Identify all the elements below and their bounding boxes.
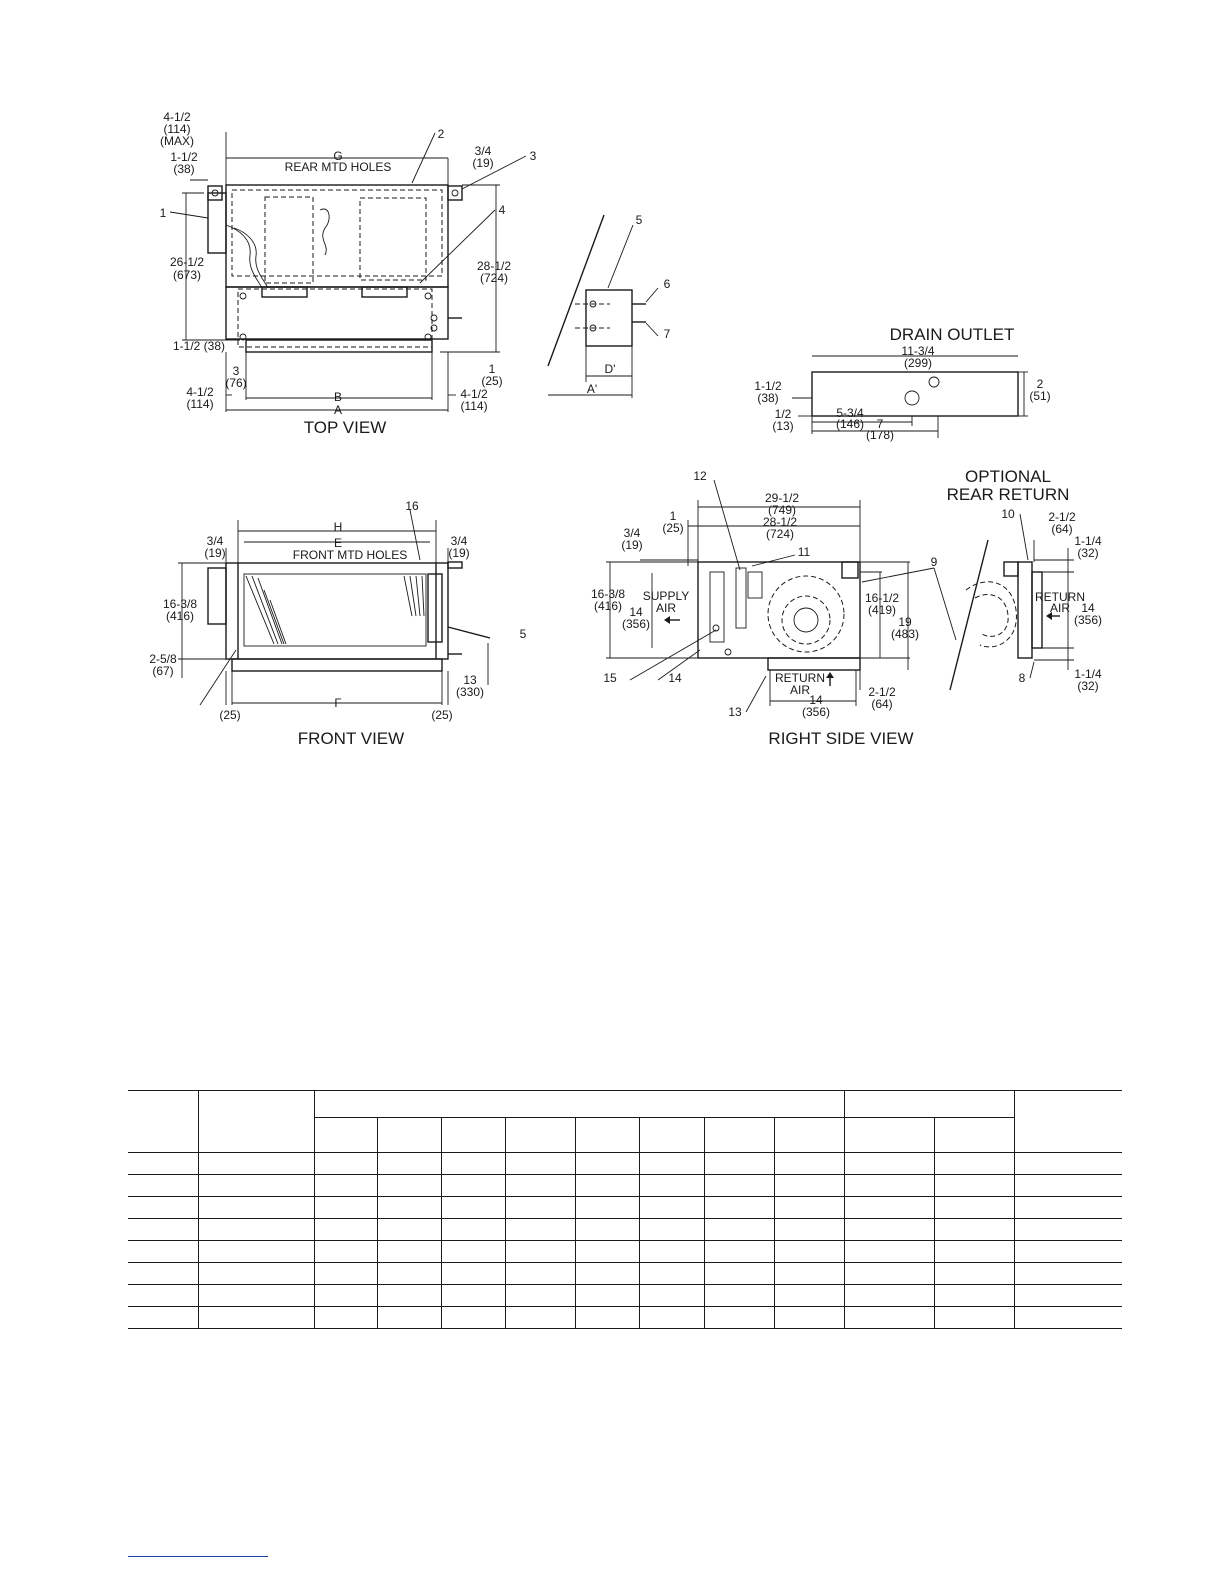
drain-11-75-a: 11-3/4 bbox=[901, 344, 935, 358]
rr-14-b: (356) bbox=[1073, 613, 1103, 627]
dim-g: G bbox=[333, 149, 343, 163]
side-16-375-b: (416) bbox=[593, 599, 623, 613]
side-29-5-b: (749) bbox=[767, 503, 797, 517]
top-view bbox=[160, 110, 537, 437]
side-14-left-a: 14 bbox=[629, 605, 643, 619]
dim-26-5-a: 26-1/2 bbox=[169, 255, 205, 269]
dim-4-5-max-a: 4-1/2 bbox=[163, 110, 191, 124]
callout-2: 2 bbox=[437, 127, 445, 141]
front-view-title: FRONT VIEW bbox=[297, 729, 405, 748]
dim-d-prime: D' bbox=[604, 362, 616, 376]
table-header-row-2 bbox=[128, 1118, 1122, 1153]
table-header-row-1 bbox=[128, 1091, 1122, 1118]
table-header-cell bbox=[128, 1091, 198, 1118]
callout-13: 13 bbox=[728, 705, 742, 719]
callout-9: 9 bbox=[930, 555, 938, 569]
right-side-view-title: RIGHT SIDE VIEW bbox=[768, 729, 914, 748]
drain-outlet-detail bbox=[754, 325, 1050, 442]
dim-3-4-b: (19) bbox=[472, 156, 494, 170]
supply-air-2: AIR bbox=[655, 601, 677, 615]
callout-11: 11 bbox=[797, 545, 811, 559]
side-28-5-a: 28-1/2 bbox=[762, 515, 798, 529]
callout-5: 5 bbox=[635, 213, 643, 227]
callout-12: 12 bbox=[693, 469, 707, 483]
front-13-b: (330) bbox=[455, 685, 485, 699]
table-row bbox=[128, 1263, 1122, 1285]
rr-return-1: RETURN bbox=[1035, 590, 1085, 604]
side-14-bottom-b: (356) bbox=[801, 705, 831, 719]
table-header-cell bbox=[198, 1091, 314, 1118]
dim-3-4-a: 3/4 bbox=[474, 144, 492, 158]
rr-1-25-top-b: (32) bbox=[1077, 546, 1099, 560]
drain-1-5-b: (38) bbox=[757, 391, 779, 405]
side-19-b: (483) bbox=[890, 627, 920, 641]
dim-1-25-a: 1 bbox=[488, 362, 496, 376]
table-row bbox=[128, 1175, 1122, 1197]
dim-4-5-left-a: 4-1/2 bbox=[186, 385, 214, 399]
side-2-5-b: (64) bbox=[871, 697, 893, 711]
callout-15: 15 bbox=[603, 671, 617, 685]
rr-1-25-bottom-b: (32) bbox=[1077, 679, 1099, 693]
dim-28-5-a: 28-1/2 bbox=[476, 259, 512, 273]
right-side-view bbox=[591, 469, 956, 748]
front-25-left: (25) bbox=[219, 708, 241, 722]
dim-4-5-left-b: (114) bbox=[186, 397, 214, 411]
rr-1-25-top-a: 1-1/4 bbox=[1074, 534, 1102, 548]
side-3-4-b: (19) bbox=[621, 538, 643, 552]
callout-8: 8 bbox=[1018, 671, 1026, 685]
table-row bbox=[128, 1197, 1122, 1219]
dim-1-25-b: (25) bbox=[481, 374, 503, 388]
front-2-625-a: 2-5/8 bbox=[149, 652, 177, 666]
rr-2-5-a: 2-1/2 bbox=[1048, 510, 1076, 524]
drain-2-a: 2 bbox=[1036, 377, 1044, 391]
rear-return-title-2: REAR RETURN bbox=[946, 485, 1070, 504]
dim-1-5-b: (38) bbox=[173, 162, 195, 176]
rr-1-25-bottom-a: 1-1/4 bbox=[1074, 667, 1102, 681]
callout-10: 10 bbox=[1001, 507, 1015, 521]
front-25-right: (25) bbox=[431, 708, 453, 722]
dim-1-5-38: 1-1/2 (38) bbox=[172, 339, 226, 353]
front-3-4-left-b: (19) bbox=[204, 546, 226, 560]
dim-b: B bbox=[333, 390, 343, 404]
drain-7-a: 7 bbox=[876, 417, 884, 431]
connection-detail bbox=[548, 213, 671, 398]
side-29-5-a: 29-1/2 bbox=[764, 491, 800, 505]
front-mtd-holes: FRONT MTD HOLES bbox=[292, 548, 408, 562]
supply-air-1: SUPPLY bbox=[642, 589, 690, 603]
table-row bbox=[128, 1241, 1122, 1263]
drain-11-75-b: (299) bbox=[903, 356, 933, 370]
return-air-2: AIR bbox=[789, 683, 811, 697]
callout-4: 4 bbox=[498, 203, 506, 217]
drain-5-75-b: (146) bbox=[835, 417, 865, 431]
table-row bbox=[128, 1153, 1122, 1175]
front-16-375-a: 16-3/8 bbox=[162, 597, 198, 611]
callout-1: 1 bbox=[159, 206, 167, 220]
table-row bbox=[128, 1285, 1122, 1307]
table-header-group bbox=[314, 1091, 844, 1118]
side-16-5-a: 16-1/2 bbox=[864, 591, 900, 605]
dim-1-5-a: 1-1/2 bbox=[170, 150, 198, 164]
side-19-a: 19 bbox=[898, 615, 912, 629]
dim-4-5-right-b: (114) bbox=[460, 399, 488, 413]
dimension-table bbox=[128, 1090, 1122, 1329]
front-view bbox=[149, 499, 526, 748]
rr-2-5-b: (64) bbox=[1051, 522, 1073, 536]
callout-6: 6 bbox=[663, 277, 671, 291]
rr-14-a: 14 bbox=[1081, 601, 1095, 615]
dim-26-5-b: (673) bbox=[172, 268, 202, 282]
callout-5-front: 5 bbox=[519, 627, 527, 641]
side-16-5-b: (419) bbox=[867, 603, 897, 617]
dim-f: F bbox=[334, 696, 342, 710]
rear-mtd-holes: REAR MTD HOLES bbox=[284, 160, 392, 174]
side-3-4-a: 3/4 bbox=[623, 526, 641, 540]
front-2-625-b: (67) bbox=[152, 664, 174, 678]
side-28-5-b: (724) bbox=[765, 527, 795, 541]
callout-16: 16 bbox=[405, 499, 419, 513]
callout-3: 3 bbox=[529, 149, 537, 163]
side-1-b: (25) bbox=[662, 521, 684, 535]
table-row bbox=[128, 1219, 1122, 1241]
front-16-375-b: (416) bbox=[165, 609, 195, 623]
dim-a: A bbox=[333, 403, 343, 417]
side-16-375-a: 16-3/8 bbox=[590, 587, 626, 601]
dim-4-5-max-c: (MAX) bbox=[160, 134, 194, 148]
optional-rear-return bbox=[947, 467, 1102, 693]
callout-14: 14 bbox=[668, 671, 682, 685]
table-header-group bbox=[844, 1091, 1014, 1118]
front-3-4-right-b: (19) bbox=[448, 546, 470, 560]
drain-2-b: (51) bbox=[1029, 389, 1051, 403]
front-3-4-left-a: 3/4 bbox=[206, 534, 224, 548]
table-header-cell bbox=[1014, 1091, 1122, 1118]
dim-a-prime: A' bbox=[586, 382, 598, 396]
front-13-a: 13 bbox=[463, 673, 477, 687]
drain-5-75-a: 5-3/4 bbox=[836, 406, 864, 420]
side-2-5-a: 2-1/2 bbox=[868, 685, 896, 699]
return-air-1: RETURN bbox=[775, 671, 825, 685]
side-14-bottom-a: 14 bbox=[809, 693, 823, 707]
dim-3-b: (76) bbox=[225, 376, 247, 390]
dim-e: E bbox=[333, 536, 343, 550]
dim-28-5-b: (724) bbox=[479, 271, 509, 285]
side-14-left-b: (356) bbox=[621, 617, 651, 631]
rr-return-2: AIR bbox=[1049, 601, 1071, 615]
dim-4-5-right-a: 4-1/2 bbox=[460, 387, 488, 401]
drain-outlet-title: DRAIN OUTLET bbox=[889, 325, 1015, 344]
top-view-title: TOP VIEW bbox=[303, 418, 387, 437]
footer-link-underline[interactable] bbox=[128, 1556, 268, 1557]
drain-1-5-a: 1-1/2 bbox=[754, 379, 782, 393]
callout-7: 7 bbox=[663, 327, 671, 341]
dim-3-a: 3 bbox=[232, 364, 240, 378]
drain-0-5-a: 1/2 bbox=[774, 407, 792, 421]
table-row bbox=[128, 1307, 1122, 1329]
dim-h: H bbox=[333, 520, 343, 534]
side-1-a: 1 bbox=[669, 509, 677, 523]
front-3-4-right-a: 3/4 bbox=[450, 534, 468, 548]
drain-0-5-b: (13) bbox=[772, 419, 794, 433]
drain-7-b: (178) bbox=[865, 428, 895, 442]
rear-return-title-1: OPTIONAL bbox=[965, 467, 1051, 486]
dim-4-5-max-b: (114) bbox=[163, 122, 191, 136]
